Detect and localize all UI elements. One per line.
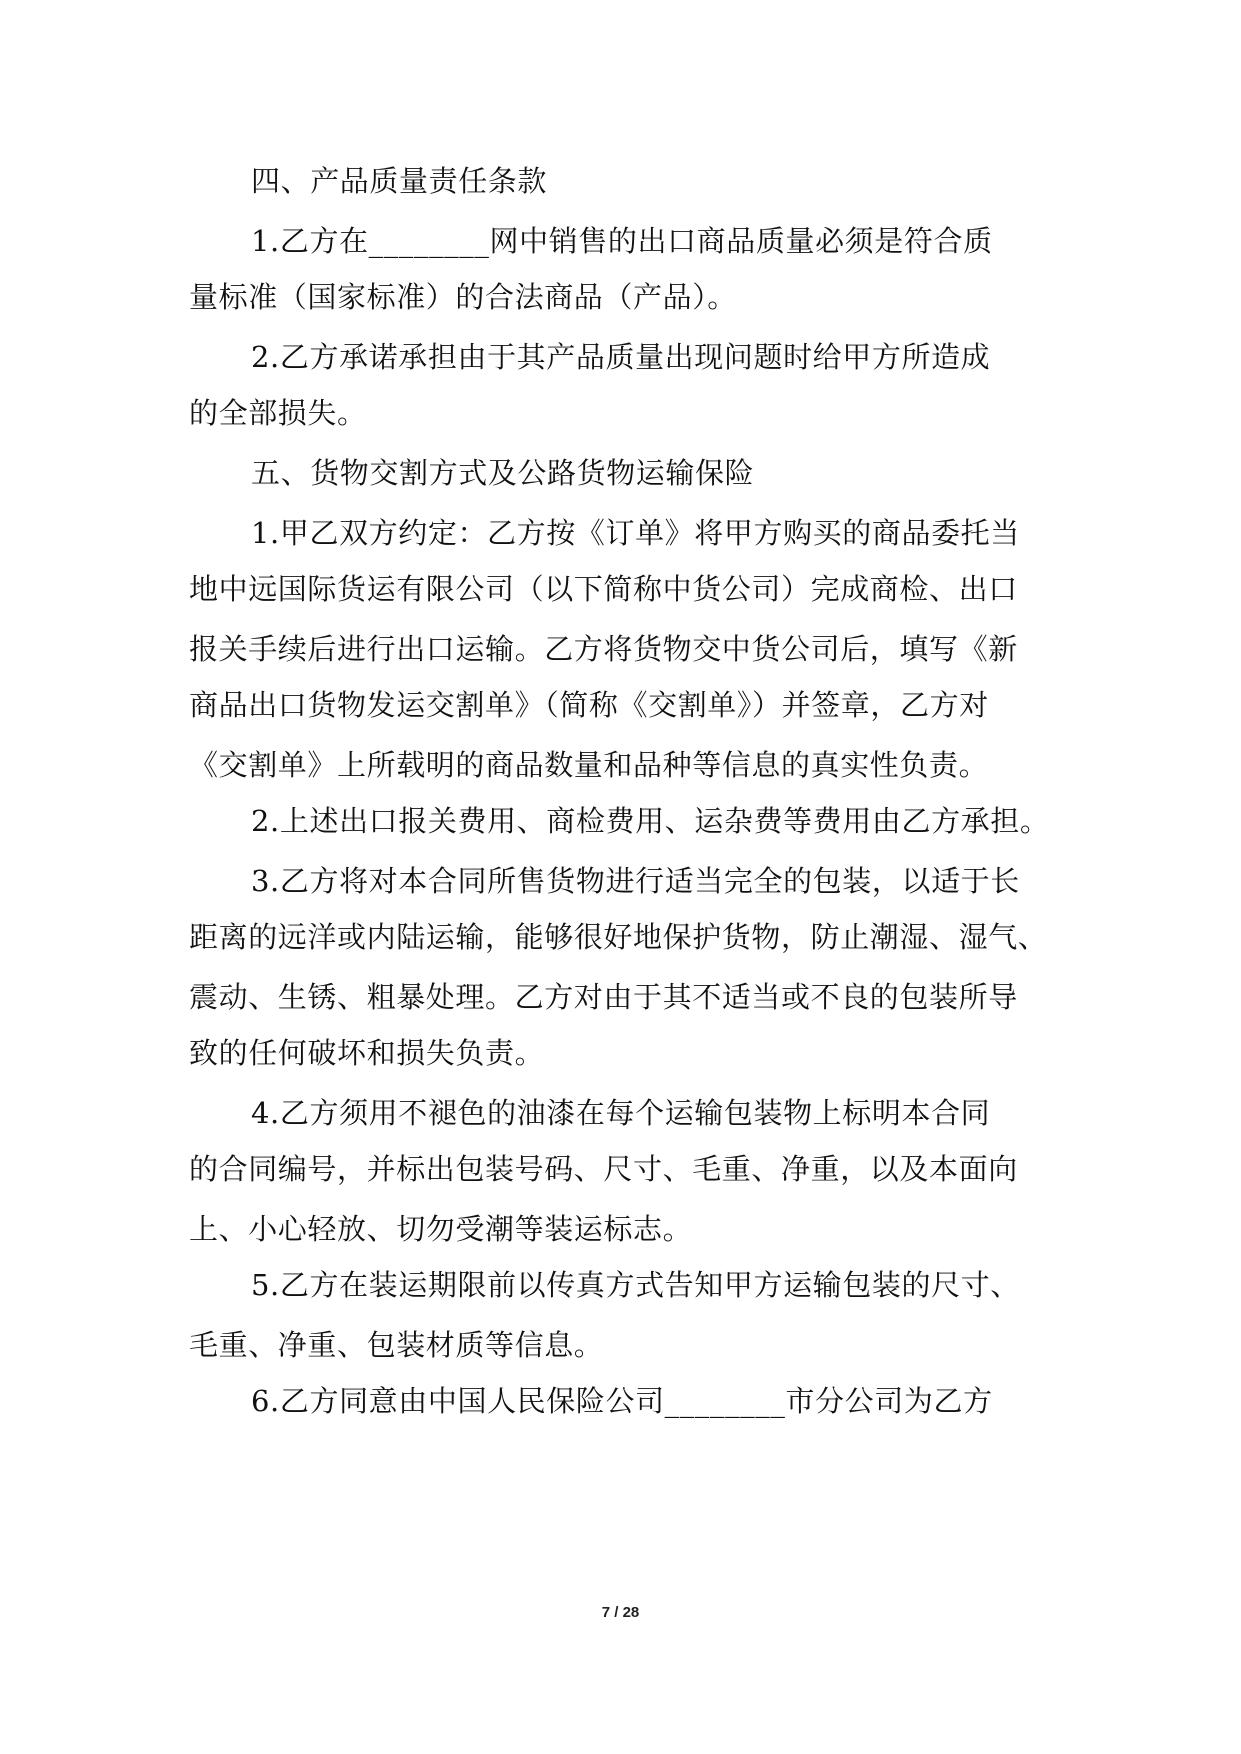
paragraph-line: 上、小心轻放、切勿受潮等装运标志。: [189, 1212, 693, 1246]
paragraph-line: 《交割单》上所载明的商品数量和品种等信息的真实性负责。: [189, 748, 989, 782]
paragraph-line: 距离的远洋或内陆运输，能够很好地保护货物，防止潮湿、湿气、: [189, 920, 1048, 954]
paragraph-line: 6.乙方同意由中国人民保险公司________市分公司为乙方: [251, 1384, 993, 1418]
paragraph-line: 震动、生锈、粗暴处理。乙方对由于其不适当或不良的包装所导: [189, 980, 1018, 1014]
paragraph-line: 的合同编号，并标出包装号码、尺寸、毛重、净重，以及本面向: [189, 1152, 1018, 1186]
paragraph-line: 3.乙方将对本合同所售货物进行适当完全的包装，以适于长: [251, 864, 1020, 898]
paragraph-line: 1.甲乙双方约定：乙方按《订单》将甲方购买的商品委托当: [251, 516, 1020, 550]
paragraph-line: 5.乙方在装运期限前以传真方式告知甲方运输包装的尺寸、: [251, 1268, 1020, 1302]
paragraph-line: 4.乙方须用不褪色的油漆在每个运输包装物上标明本合同: [251, 1096, 991, 1130]
page-number: 7 / 28: [601, 1604, 640, 1621]
paragraph-line: 地中远国际货运有限公司（以下简称中货公司）完成商检、出口: [189, 572, 1018, 606]
paragraph-line: 毛重、净重、包装材质等信息。: [189, 1328, 604, 1362]
paragraph-line: 商品出口货物发运交割单》（简称《交割单》）并签章，乙方对: [189, 688, 989, 722]
heading-section-5: 五、货物交割方式及公路货物运输保险: [251, 456, 755, 490]
paragraph-line: 报关手续后进行出口运输。乙方将货物交中货公司后，填写《新: [189, 632, 1018, 666]
paragraph-line: 2.乙方承诺承担由于其产品质量出现问题时给甲方所造成: [251, 340, 991, 374]
paragraph-line: 致的任何破坏和损失负责。: [189, 1036, 545, 1070]
heading-section-4: 四、产品质量责任条款: [251, 164, 548, 198]
paragraph-line: 量标准（国家标准）的合法商品（产品）。: [189, 280, 737, 314]
paragraph-line: 2.上述出口报关费用、商检费用、运杂费等费用由乙方承担。: [251, 804, 1050, 838]
paragraph-line: 的全部损失。: [189, 396, 367, 430]
paragraph-line: 1.乙方在________网中销售的出口商品质量必须是符合质: [251, 224, 993, 258]
